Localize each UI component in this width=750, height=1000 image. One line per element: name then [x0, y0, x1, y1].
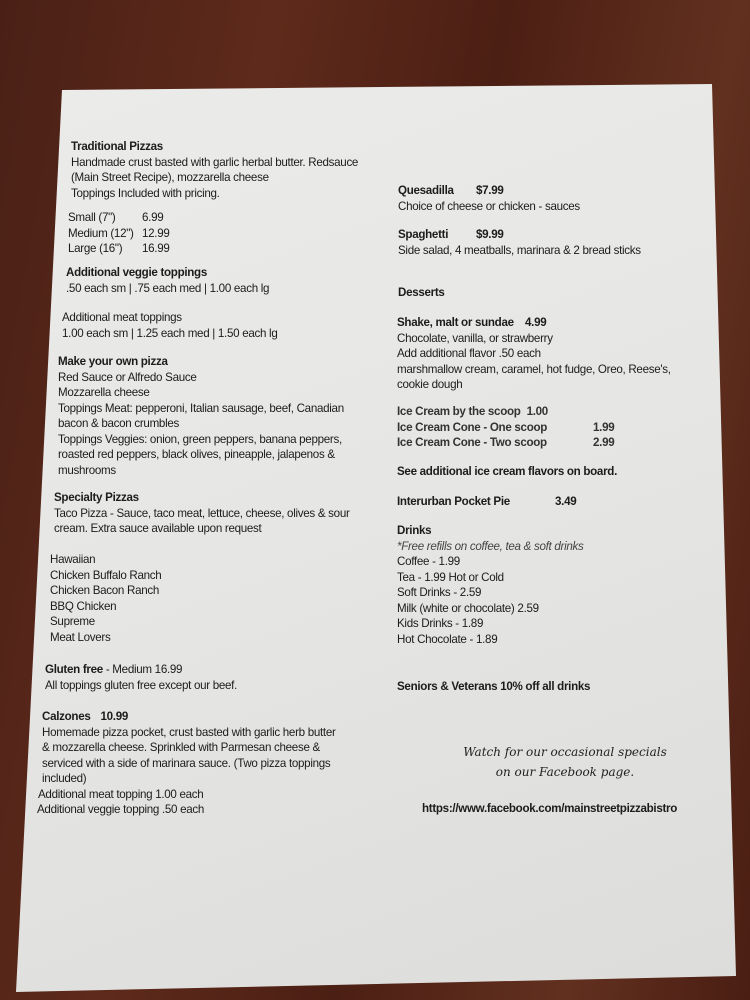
section-title: Calzones — [42, 710, 91, 723]
size-label: Small (7") — [68, 211, 116, 224]
refill-note: *Free refills on coffee, tea & soft drinks — [397, 539, 584, 553]
specialty-list — [50, 552, 161, 645]
size-row — [68, 210, 170, 226]
section-title: Make your own pizza — [58, 355, 168, 368]
item-title: Shake, malt or sundae — [397, 316, 514, 329]
line: Taco Pizza - Sauce, taco meat, lettuce, cheese, olives & sour — [54, 506, 350, 520]
facebook-url: https://www.facebook.com/mainstreetpizzabistro — [422, 802, 678, 815]
size-price: 16.99 — [142, 242, 170, 255]
line: marshmallow cream, caramel, hot fudge, Oreo, Reese's, — [397, 362, 671, 376]
item-label: Ice Cream Cone - One scoop — [397, 420, 548, 434]
line: Red Sauce or Alfredo Sauce — [58, 370, 197, 384]
list-item: Meat Lovers — [50, 630, 111, 644]
line: All toppings gluten free except our beef. — [45, 678, 238, 692]
size-row — [68, 226, 170, 242]
line: cream. Extra sauce available upon request — [54, 522, 262, 535]
price-line: .50 each sm | .75 each med | 1.00 each lg — [66, 281, 270, 295]
veggie-toppings-section — [66, 265, 269, 296]
drink-item: Hot Chocolate - 1.89 — [397, 632, 498, 646]
line: Choice of cheese or chicken - sauces — [398, 199, 580, 213]
shake-section — [397, 315, 671, 393]
gluten-free-section — [45, 662, 237, 693]
ice-cream-row — [397, 420, 614, 436]
line: & mozzarella cheese. Sprinkled with Parmesan cheese & — [42, 741, 320, 754]
line: mushrooms — [58, 463, 116, 477]
price: 1.00 — [526, 405, 548, 418]
item-title: Quesadilla — [398, 184, 454, 197]
traditional-pizzas-section — [71, 139, 358, 201]
specialty-pizzas-section — [54, 490, 350, 537]
drink-item: Milk (white or chocolate) 2.59 — [397, 601, 539, 615]
section-title: Specialty Pizzas — [54, 491, 139, 504]
price: 2.99 — [593, 436, 615, 449]
line: roasted red peppers, black olives, pineapple, jalapenos & — [58, 448, 335, 461]
meat-toppings-section — [62, 310, 277, 341]
list-item: Chicken Buffalo Ranch — [50, 568, 162, 582]
line: cookie dough — [397, 378, 463, 391]
line: Side salad, 4 meatballs, marinara & 2 bread sticks — [398, 243, 641, 257]
ice-cream-section — [397, 404, 614, 451]
specials-line: on our Facebook page. — [495, 765, 635, 779]
section-title: Additional veggie toppings — [66, 266, 207, 279]
price: 4.99 — [525, 316, 547, 329]
price: 3.49 — [555, 495, 577, 508]
line: Additional veggie topping .50 each — [37, 803, 205, 816]
list-item: Supreme — [50, 615, 95, 628]
drinks-section — [397, 523, 584, 647]
ice-cream-row — [397, 435, 614, 451]
line: bacon & bacon crumbles — [58, 417, 180, 430]
line: Additional meat topping 1.00 each — [38, 787, 204, 801]
line: Add additional flavor .50 each — [397, 347, 541, 360]
drink-item: Kids Drinks - 1.89 — [397, 617, 484, 630]
price: $7.99 — [476, 184, 504, 197]
line: Toppings Meat: pepperoni, Italian sausage, beef, Canadian — [58, 401, 344, 415]
item-label: Ice Cream by the scoop — [397, 405, 521, 418]
desserts-title: Desserts — [398, 286, 445, 299]
section-title: Traditional Pizzas — [71, 140, 163, 153]
quesadilla-section — [398, 183, 580, 214]
size-row — [68, 241, 170, 257]
ice-cream-row — [397, 404, 614, 420]
drink-item: Coffee - 1.99 — [397, 555, 460, 568]
price: $9.99 — [476, 228, 504, 241]
item-label: Ice Cream Cone - Two scoop — [397, 436, 547, 449]
desc-line: Handmade crust basted with garlic herbal butter. Redsauce — [71, 155, 359, 169]
facebook-specials-note — [455, 742, 675, 782]
section-title: Gluten free — [45, 663, 103, 676]
line: Toppings Veggies: onion, green peppers, banana peppers, — [58, 432, 342, 446]
line: included) — [42, 772, 87, 785]
item-title: Interurban Pocket Pie — [397, 495, 510, 508]
price-line: 1.00 each sm | 1.25 each med | 1.50 each lg — [62, 326, 278, 340]
size-label: Medium (12") — [68, 226, 134, 240]
pocket-pie-section — [397, 494, 576, 510]
list-item: Chicken Bacon Ranch — [50, 584, 160, 597]
size-label: Large (16") — [68, 242, 123, 255]
size-price: 6.99 — [142, 211, 164, 224]
list-item: BBQ Chicken — [50, 599, 117, 613]
drink-item: Tea - 1.99 Hot or Cold — [397, 570, 504, 584]
pizza-sizes — [68, 210, 170, 257]
desc-line: Toppings Included with pricing. — [71, 186, 220, 200]
see-board-note: See additional ice cream flavors on board. — [397, 465, 617, 478]
line: Chocolate, vanilla, or strawberry — [397, 331, 553, 345]
line: Mozzarella cheese — [58, 386, 150, 399]
line: Homemade pizza pocket, crust basted with garlic herb butter — [42, 725, 336, 739]
section-title: Additional meat toppings — [62, 311, 182, 324]
calzones-section — [37, 709, 336, 818]
seniors-discount: Seniors & Veterans 10% off all drinks — [397, 680, 591, 693]
size-price: 12.99 — [142, 226, 170, 240]
desc-line: (Main Street Recipe), mozzarella cheese — [71, 171, 269, 184]
line: serviced with a side of marinara sauce. (Two pizza toppings — [42, 756, 331, 770]
make-your-own-section — [58, 354, 344, 478]
price: 1.99 — [593, 420, 615, 434]
specials-line: Watch for our occasional specials — [463, 745, 667, 759]
item-title: Spaghetti — [398, 228, 449, 241]
spaghetti-section — [398, 227, 641, 258]
price: - Medium 16.99 — [102, 663, 183, 676]
section-title: Drinks — [397, 524, 432, 537]
drink-item: Soft Drinks - 2.59 — [397, 586, 482, 599]
list-item: Hawaiian — [50, 553, 96, 566]
price: 10.99 — [100, 710, 129, 723]
